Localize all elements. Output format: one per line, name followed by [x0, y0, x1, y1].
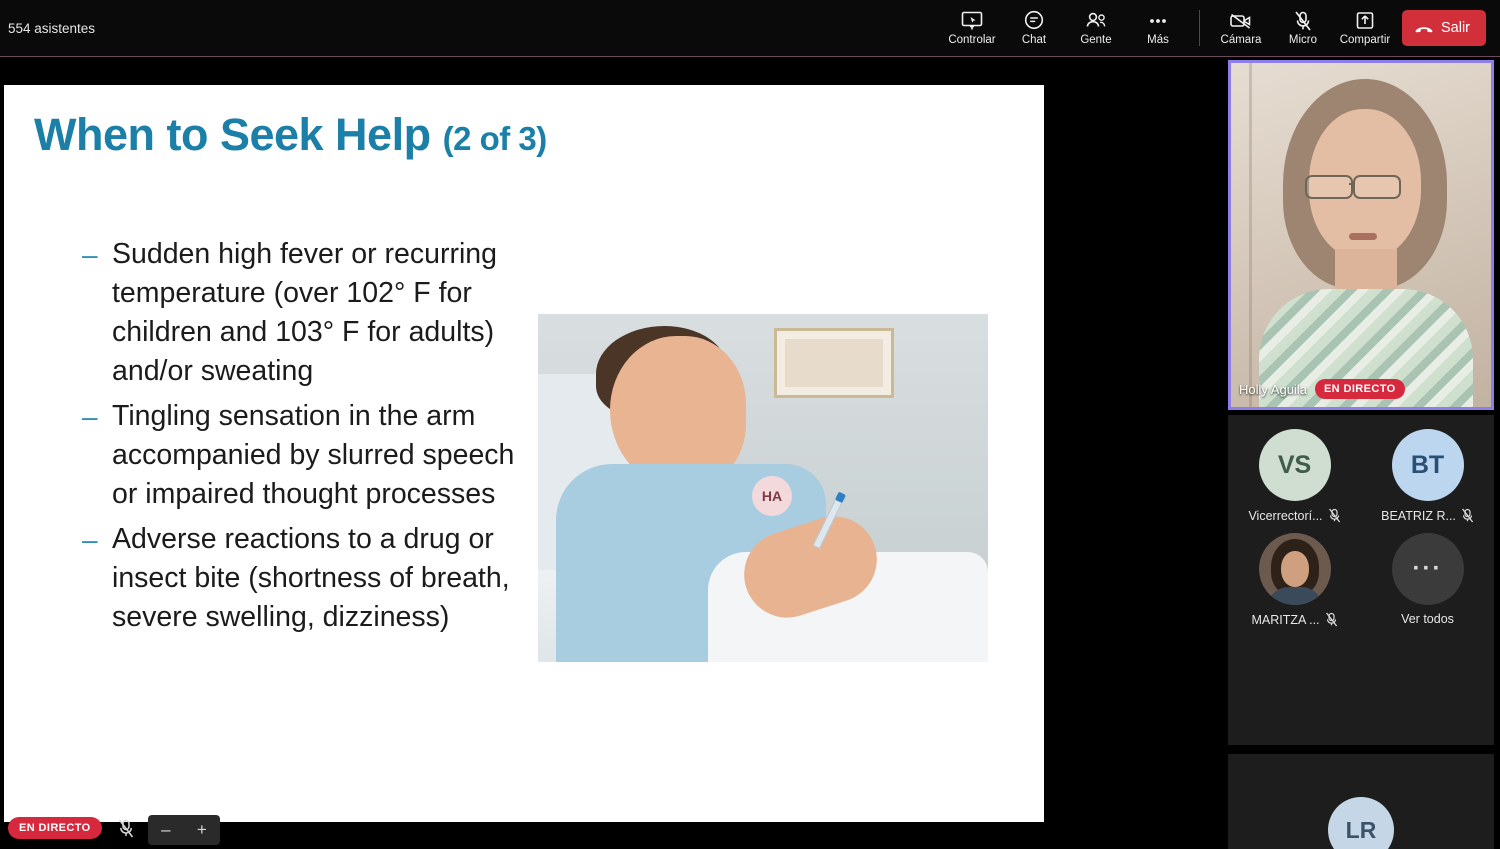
thumbnail-row [1228, 429, 1494, 523]
bullet-text: Sudden high fever or recurring temperature (over 102° F for children and 103° F for adults) and/or sweating [112, 238, 497, 387]
speaker-glasses-bridge [1349, 183, 1355, 185]
mic-muted-icon [1328, 508, 1341, 523]
top-toolbar [0, 0, 1500, 57]
speaker-name: Holly Aguila [1239, 381, 1307, 397]
photo-wall-frame [774, 328, 894, 398]
participant-caption [1251, 612, 1337, 627]
speaker-wall-edge [1249, 63, 1252, 407]
more-dots-icon: ··· [1392, 533, 1464, 605]
list-item [82, 520, 532, 637]
slide-photo [538, 314, 988, 662]
share-up-icon [1353, 9, 1377, 33]
chat-button-label: Chat [1021, 34, 1047, 46]
toolbar-actions-group [941, 0, 1500, 56]
avatar-photo-face [1281, 551, 1309, 587]
list-item [82, 397, 532, 514]
see-all-tile[interactable] [1368, 533, 1488, 627]
people-icon [1083, 9, 1109, 33]
avatar [1259, 533, 1331, 605]
participant-name: Vicerrectorí... [1248, 508, 1323, 523]
participant-name: MARITZA ... [1251, 612, 1320, 627]
leave-button-label: Salir [1440, 20, 1470, 36]
participant-tile-vs[interactable] [1235, 429, 1355, 523]
shared-content-stage [0, 57, 1222, 849]
leave-button[interactable] [1402, 10, 1486, 46]
slide-title [34, 109, 547, 161]
avatar [1392, 429, 1464, 501]
presentation-slide [4, 85, 1044, 822]
avatar [1259, 429, 1331, 501]
speaker-glasses-left [1305, 175, 1353, 199]
see-all-caption [1401, 612, 1454, 626]
avatar-initials: BT [1410, 450, 1445, 479]
chat-icon [1022, 9, 1046, 33]
avatar [1328, 797, 1394, 849]
attendee-count: 554 asistentes [8, 20, 96, 36]
zoom-in-button[interactable]: + [196, 820, 207, 839]
participant-caption [1248, 508, 1340, 523]
thumbnail-row [1228, 533, 1494, 627]
stage-live-badge: EN DIRECTO [8, 817, 102, 839]
see-all-label: Ver todos [1401, 612, 1454, 626]
participant-name: BEATRIZ R... [1381, 508, 1456, 523]
participant-caption [1381, 508, 1474, 523]
screen-control-icon [960, 9, 984, 33]
share-button-label: Compartir [1339, 34, 1391, 46]
mic-muted-icon [1461, 508, 1474, 523]
stage-mic-muted-icon[interactable] [112, 815, 140, 843]
bullet-text: Adverse reactions to a drug or insect bite (shortness of breath, severe swelling, dizziness) [112, 523, 510, 633]
slide-title-main: When to Seek Help [34, 109, 431, 160]
zoom-out-button[interactable]: – [161, 820, 171, 839]
toolbar-divider [1199, 10, 1200, 46]
zoom-controls[interactable] [148, 815, 220, 845]
people-button-label: Gente [1080, 34, 1112, 46]
more-button[interactable] [1127, 0, 1189, 56]
chat-button[interactable] [1003, 0, 1065, 56]
participants-rail [1222, 57, 1500, 849]
active-speaker-tile[interactable] [1228, 60, 1494, 410]
avatar-initials: VS [1277, 450, 1312, 479]
speaker-live-badge: EN DIRECTO [1315, 379, 1405, 399]
control-button-label: Controlar [948, 34, 996, 46]
mic-muted-icon [1325, 612, 1338, 627]
participant-tile-lr[interactable] [1228, 754, 1494, 849]
slide-title-suffix: (2 of 3) [442, 120, 547, 157]
people-button[interactable] [1065, 0, 1127, 56]
participant-tile-maritza[interactable] [1235, 533, 1355, 627]
participant-thumbnails [1228, 415, 1494, 745]
participant-tile-bt[interactable] [1368, 429, 1488, 523]
control-button[interactable] [941, 0, 1003, 56]
more-button-label: Más [1147, 34, 1169, 46]
bullet-dash: – [82, 524, 98, 555]
camera-button-label: Cámara [1220, 34, 1262, 46]
list-item [82, 235, 532, 391]
avatar-photo-shoulders [1267, 587, 1323, 605]
slide-bullet-list [82, 235, 532, 643]
share-button[interactable] [1334, 0, 1396, 56]
camera-toggle-button[interactable] [1210, 0, 1272, 56]
mic-button-label: Micro [1288, 34, 1318, 46]
bullet-dash: – [82, 239, 98, 270]
avatar-initials: LR [1345, 816, 1377, 843]
speaker-glasses-right [1353, 175, 1401, 199]
mic-toggle-button[interactable] [1272, 0, 1334, 56]
mic-off-icon [1291, 9, 1315, 33]
camera-off-icon [1227, 9, 1255, 33]
speaker-label [1239, 379, 1405, 399]
bullet-text: Tingling sensation in the arm accompanied by slurred speech or impaired thought processes [112, 400, 515, 510]
presenter-cursor-badge: HA [752, 476, 792, 516]
more-dots-icon [1145, 9, 1171, 33]
phone-hangup-icon [1414, 21, 1434, 35]
bullet-dash: – [82, 401, 98, 432]
speaker-mouth [1349, 233, 1377, 240]
